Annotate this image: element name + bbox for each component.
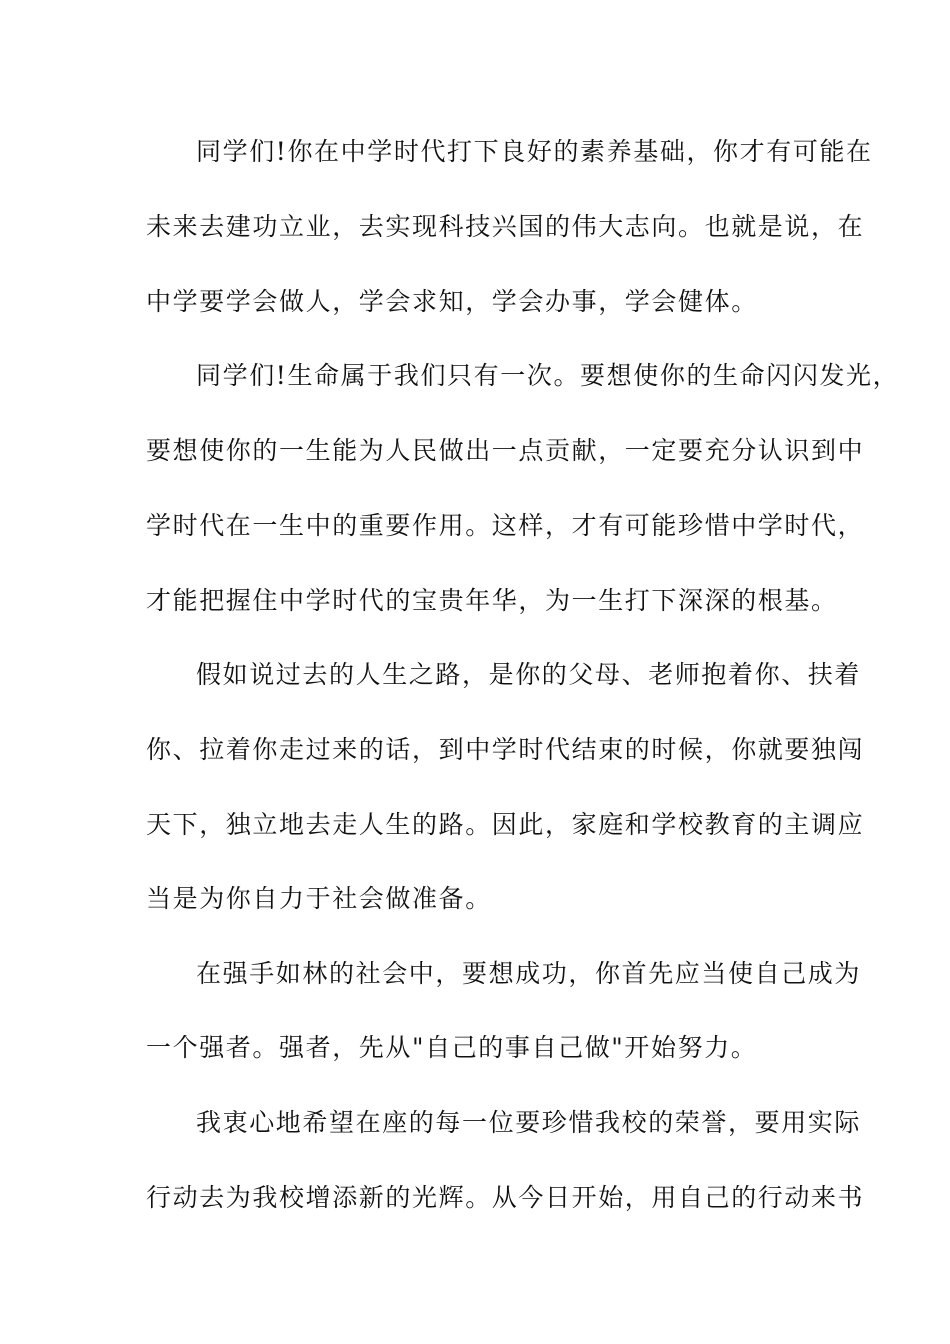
paragraph-3-line-3: 天下，独立地去走人生的路。因此，家庭和学校教育的主调应	[146, 810, 865, 839]
paragraph-1-line-3: 中学要学会做人，学会求知，学会办事，学会健体。	[146, 287, 758, 316]
paragraph-5-line-1: 我衷心地希望在座的每一位要珍惜我校的荣誉，要用实际	[196, 1108, 862, 1137]
paragraph-3-line-1: 假如说过去的人生之路，是你的父母、老师抱着你、扶着	[196, 660, 862, 689]
paragraph-1-line-2: 未来去建功立业，去实现科技兴国的伟大志向。也就是说，在	[146, 212, 865, 241]
paragraph-2-line-2: 要想使你的一生能为人民做出一点贡献，一定要充分认识到中	[146, 436, 865, 465]
paragraph-2-line-1: 同学们!生命属于我们只有一次。要想使你的生命闪闪发光，	[196, 361, 900, 390]
paragraph-1-line-1: 同学们!你在中学时代打下良好的素养基础，你才有可能在	[196, 137, 873, 166]
paragraph-5-line-2: 行动去为我校增添新的光辉。从今日开始，用自己的行动来书	[146, 1183, 865, 1212]
paragraph-2-line-3: 学时代在一生中的重要作用。这样，才有可能珍惜中学时代，	[146, 511, 865, 540]
paragraph-3-line-2: 你、拉着你走过来的话，到中学时代结束的时候，你就要独闯	[146, 735, 865, 764]
paragraph-3-line-4: 当是为你自力于社会做准备。	[146, 884, 492, 913]
paragraph-4-line-1: 在强手如林的社会中，要想成功，你首先应当使自己成为	[196, 959, 862, 988]
paragraph-2-line-4: 才能把握住中学时代的宝贵年华，为一生打下深深的根基。	[146, 586, 838, 615]
paragraph-4-line-2: 一个强者。强者，先从"自己的事自己做"开始努力。	[146, 1033, 758, 1062]
